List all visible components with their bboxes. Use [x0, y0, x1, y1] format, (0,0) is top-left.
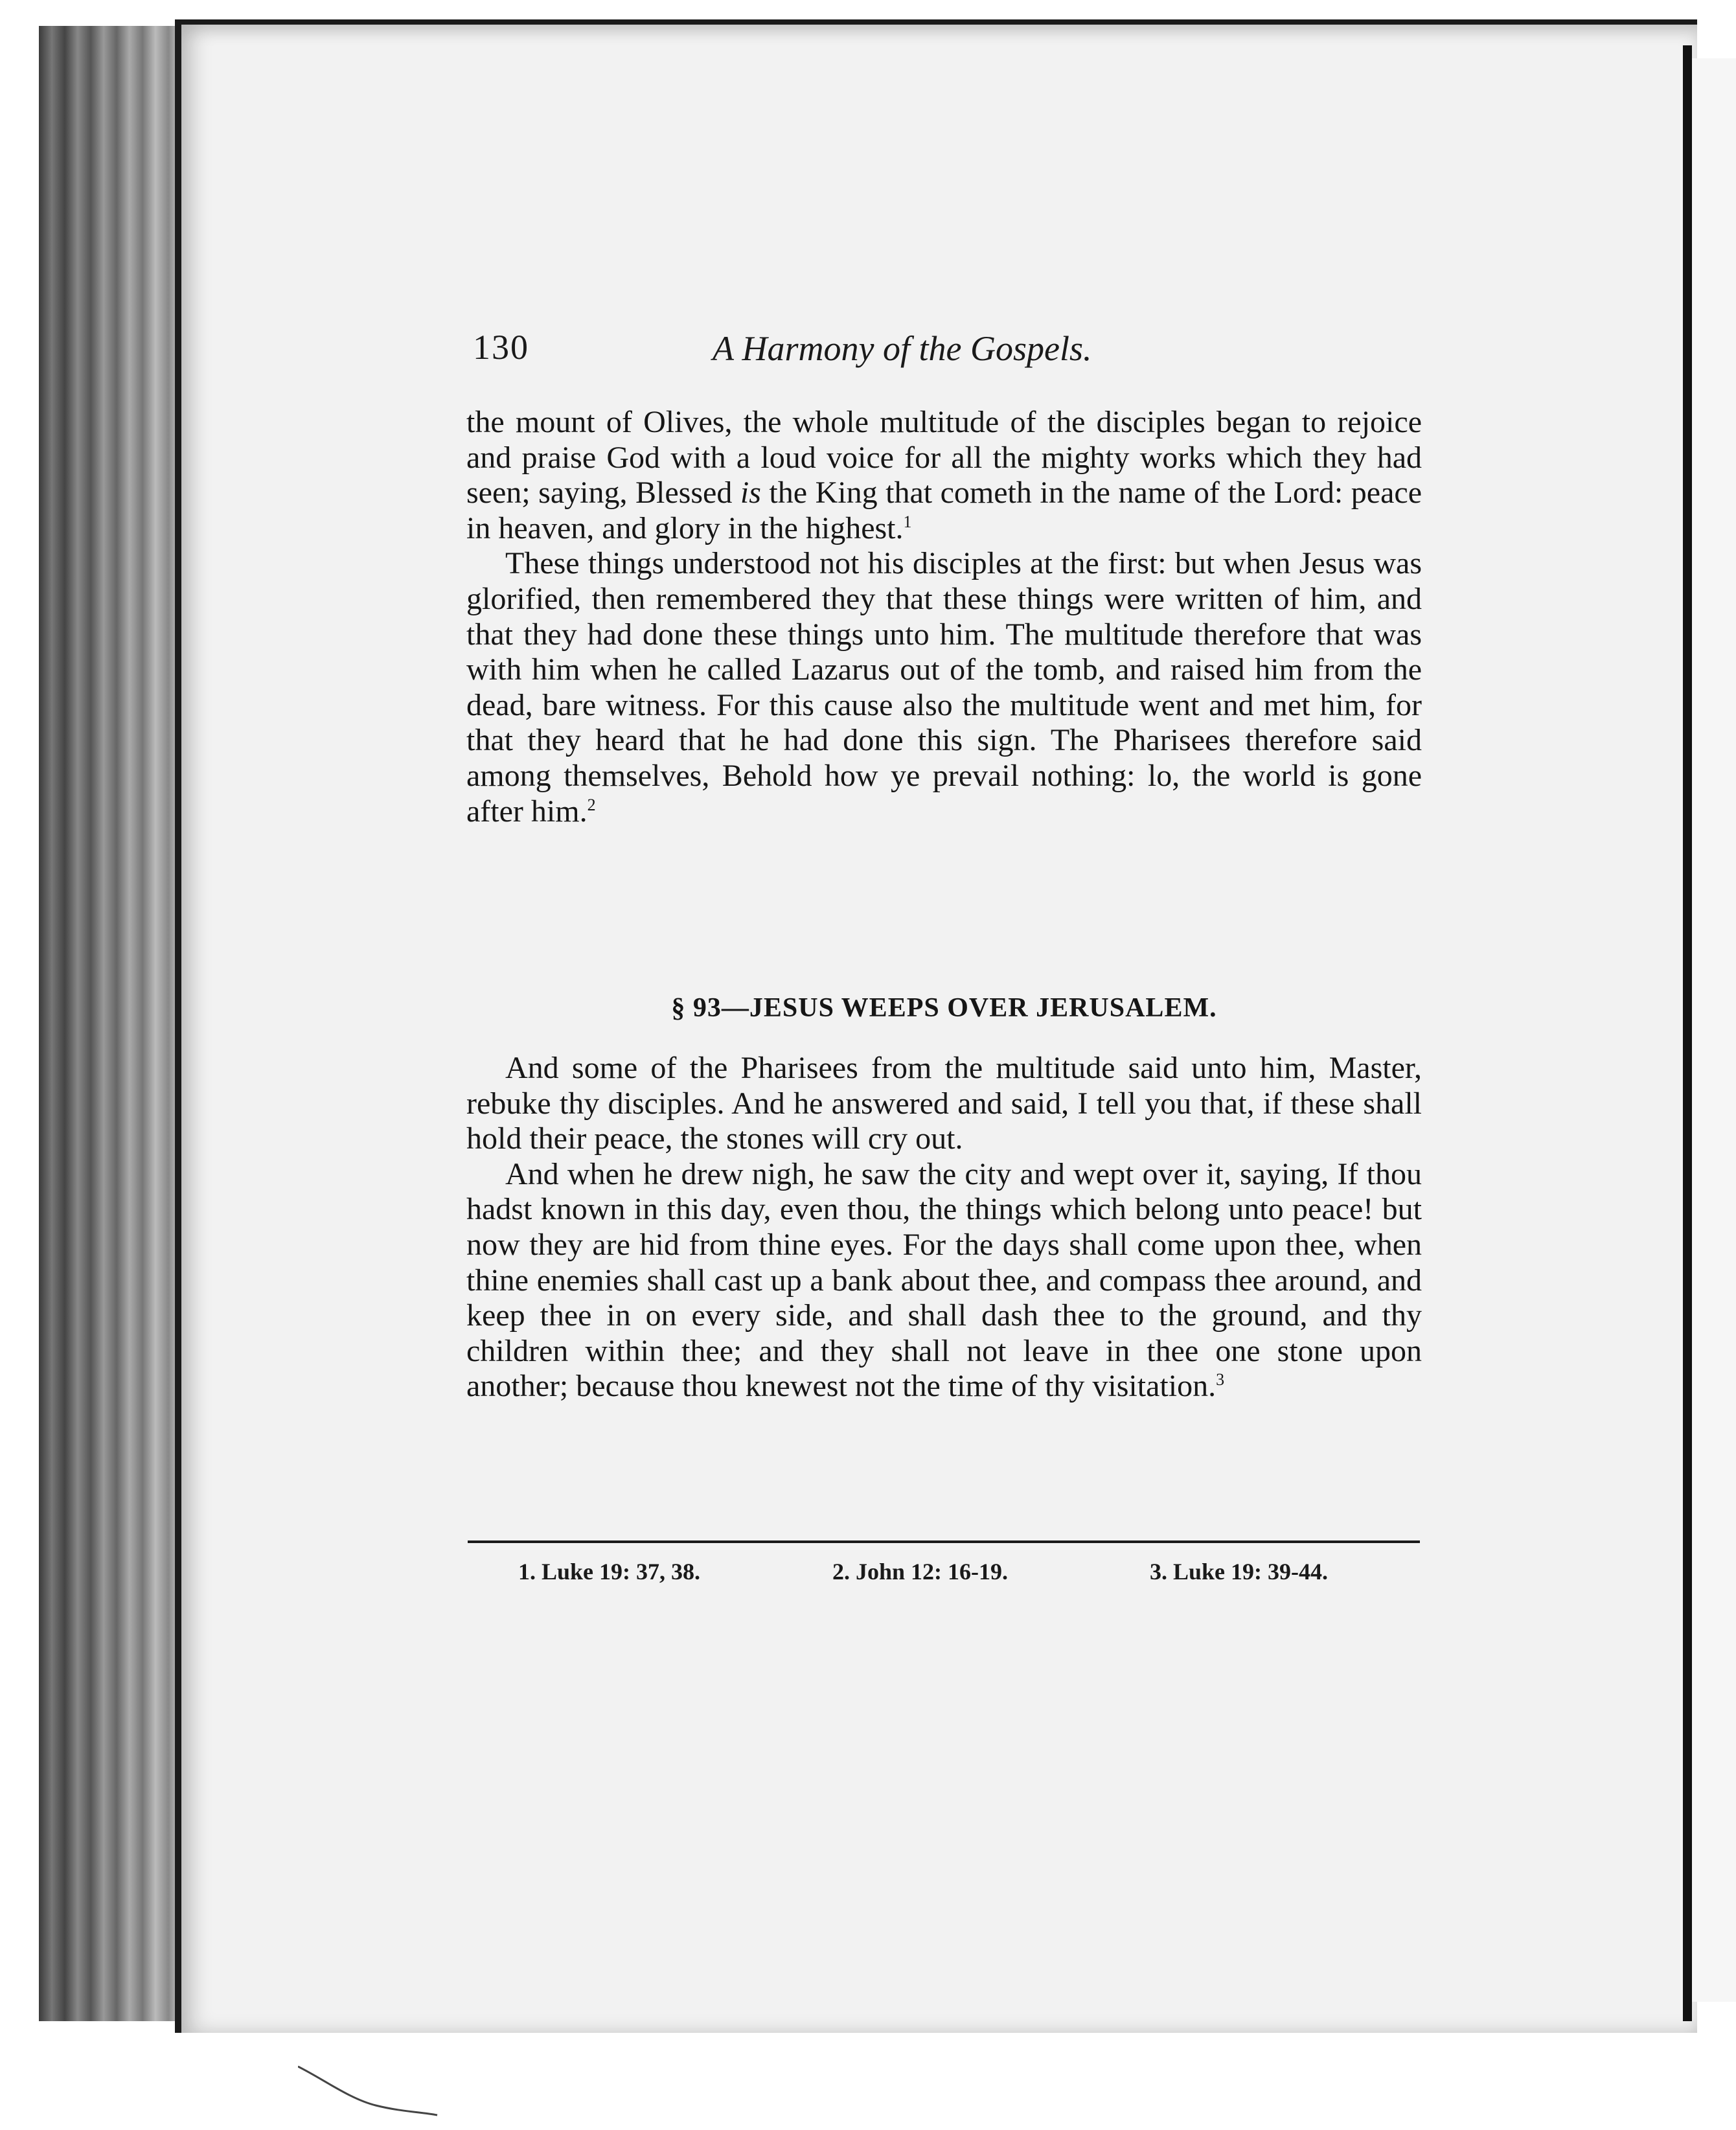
body-text-top	[466, 405, 1422, 829]
scan-artifact	[298, 2060, 440, 2118]
paragraph-text: These things understood not his disciples at the first: but when Jesus was glorified, then remembered they that these things were written of him, and that they had done these things unto him. The multitude therefore that was with him when he called Lazarus out of the tomb, and raised him from the dead, bare witness. For this cause also the multitude went and met him, for that they heard that he had done this sign. The Pharisees therefore said among themselves, Behold how ye prevail nothing: lo, the world is gone after him.	[466, 546, 1422, 829]
section-heading: § 93—JESUS WEEPS OVER JERUSALEM.	[671, 993, 1217, 1023]
running-title: A Harmony of the Gospels.	[713, 329, 1092, 368]
paragraph-text: And some of the Pharisees from the multitude said unto him, Master, rebuke thy disciples. And he answered and said, I tell you that, if these shall hold their peace, the stones will cry out.	[466, 1051, 1422, 1156]
body-text-bottom	[466, 1051, 1422, 1404]
footnote-1: 1. Luke 19: 37, 38.	[518, 1559, 701, 1585]
gutter-shadow	[1683, 45, 1692, 2021]
paragraph	[466, 1157, 1422, 1404]
footnote-ref-3: 3	[1216, 1370, 1225, 1390]
page-header	[473, 327, 1263, 372]
paragraph-text: And when he drew nigh, he saw the city and wept over it, saying, If thou hadst known in this day, even thou, the things which belong unto peace! but now they are hid from thine eyes. For the days shall come upon thee, when thine enemies shall cast up a bank about thee, and compass thee around, and keep thee in on every side, and shall dash thee to the ground, and thy children within thee; and they shall not leave in thee one stone upon another; because thou knewest not the time of thy visitation.	[466, 1156, 1422, 1404]
footnotes	[518, 1558, 1380, 1590]
footnote-divider	[468, 1540, 1420, 1543]
paragraph	[466, 1051, 1422, 1157]
emphasis-word: is	[740, 475, 761, 510]
paragraph	[466, 546, 1422, 829]
footnote-2: 2. John 12: 16-19.	[832, 1559, 1009, 1585]
footnote-ref-2: 2	[587, 795, 596, 814]
footnote-3: 3. Luke 19: 39-44.	[1150, 1559, 1329, 1585]
facing-page-edge	[1692, 58, 1736, 2002]
book-page	[175, 19, 1697, 2033]
footnote-ref-1: 1	[903, 512, 912, 531]
paragraph-continued	[466, 405, 1422, 546]
book-page-edges	[39, 26, 194, 2021]
page-number: 130	[473, 328, 529, 367]
paragraph-text: the King that cometh in the name of the Lord: peace in heaven, and glory in the highest.	[466, 475, 1422, 545]
paragraph-text: the mount of Olives, the whole multitude of the disciples began to rejoice and praise God with a loud voice for all the mighty works which they had seen; saying, Blessed	[466, 405, 1422, 510]
